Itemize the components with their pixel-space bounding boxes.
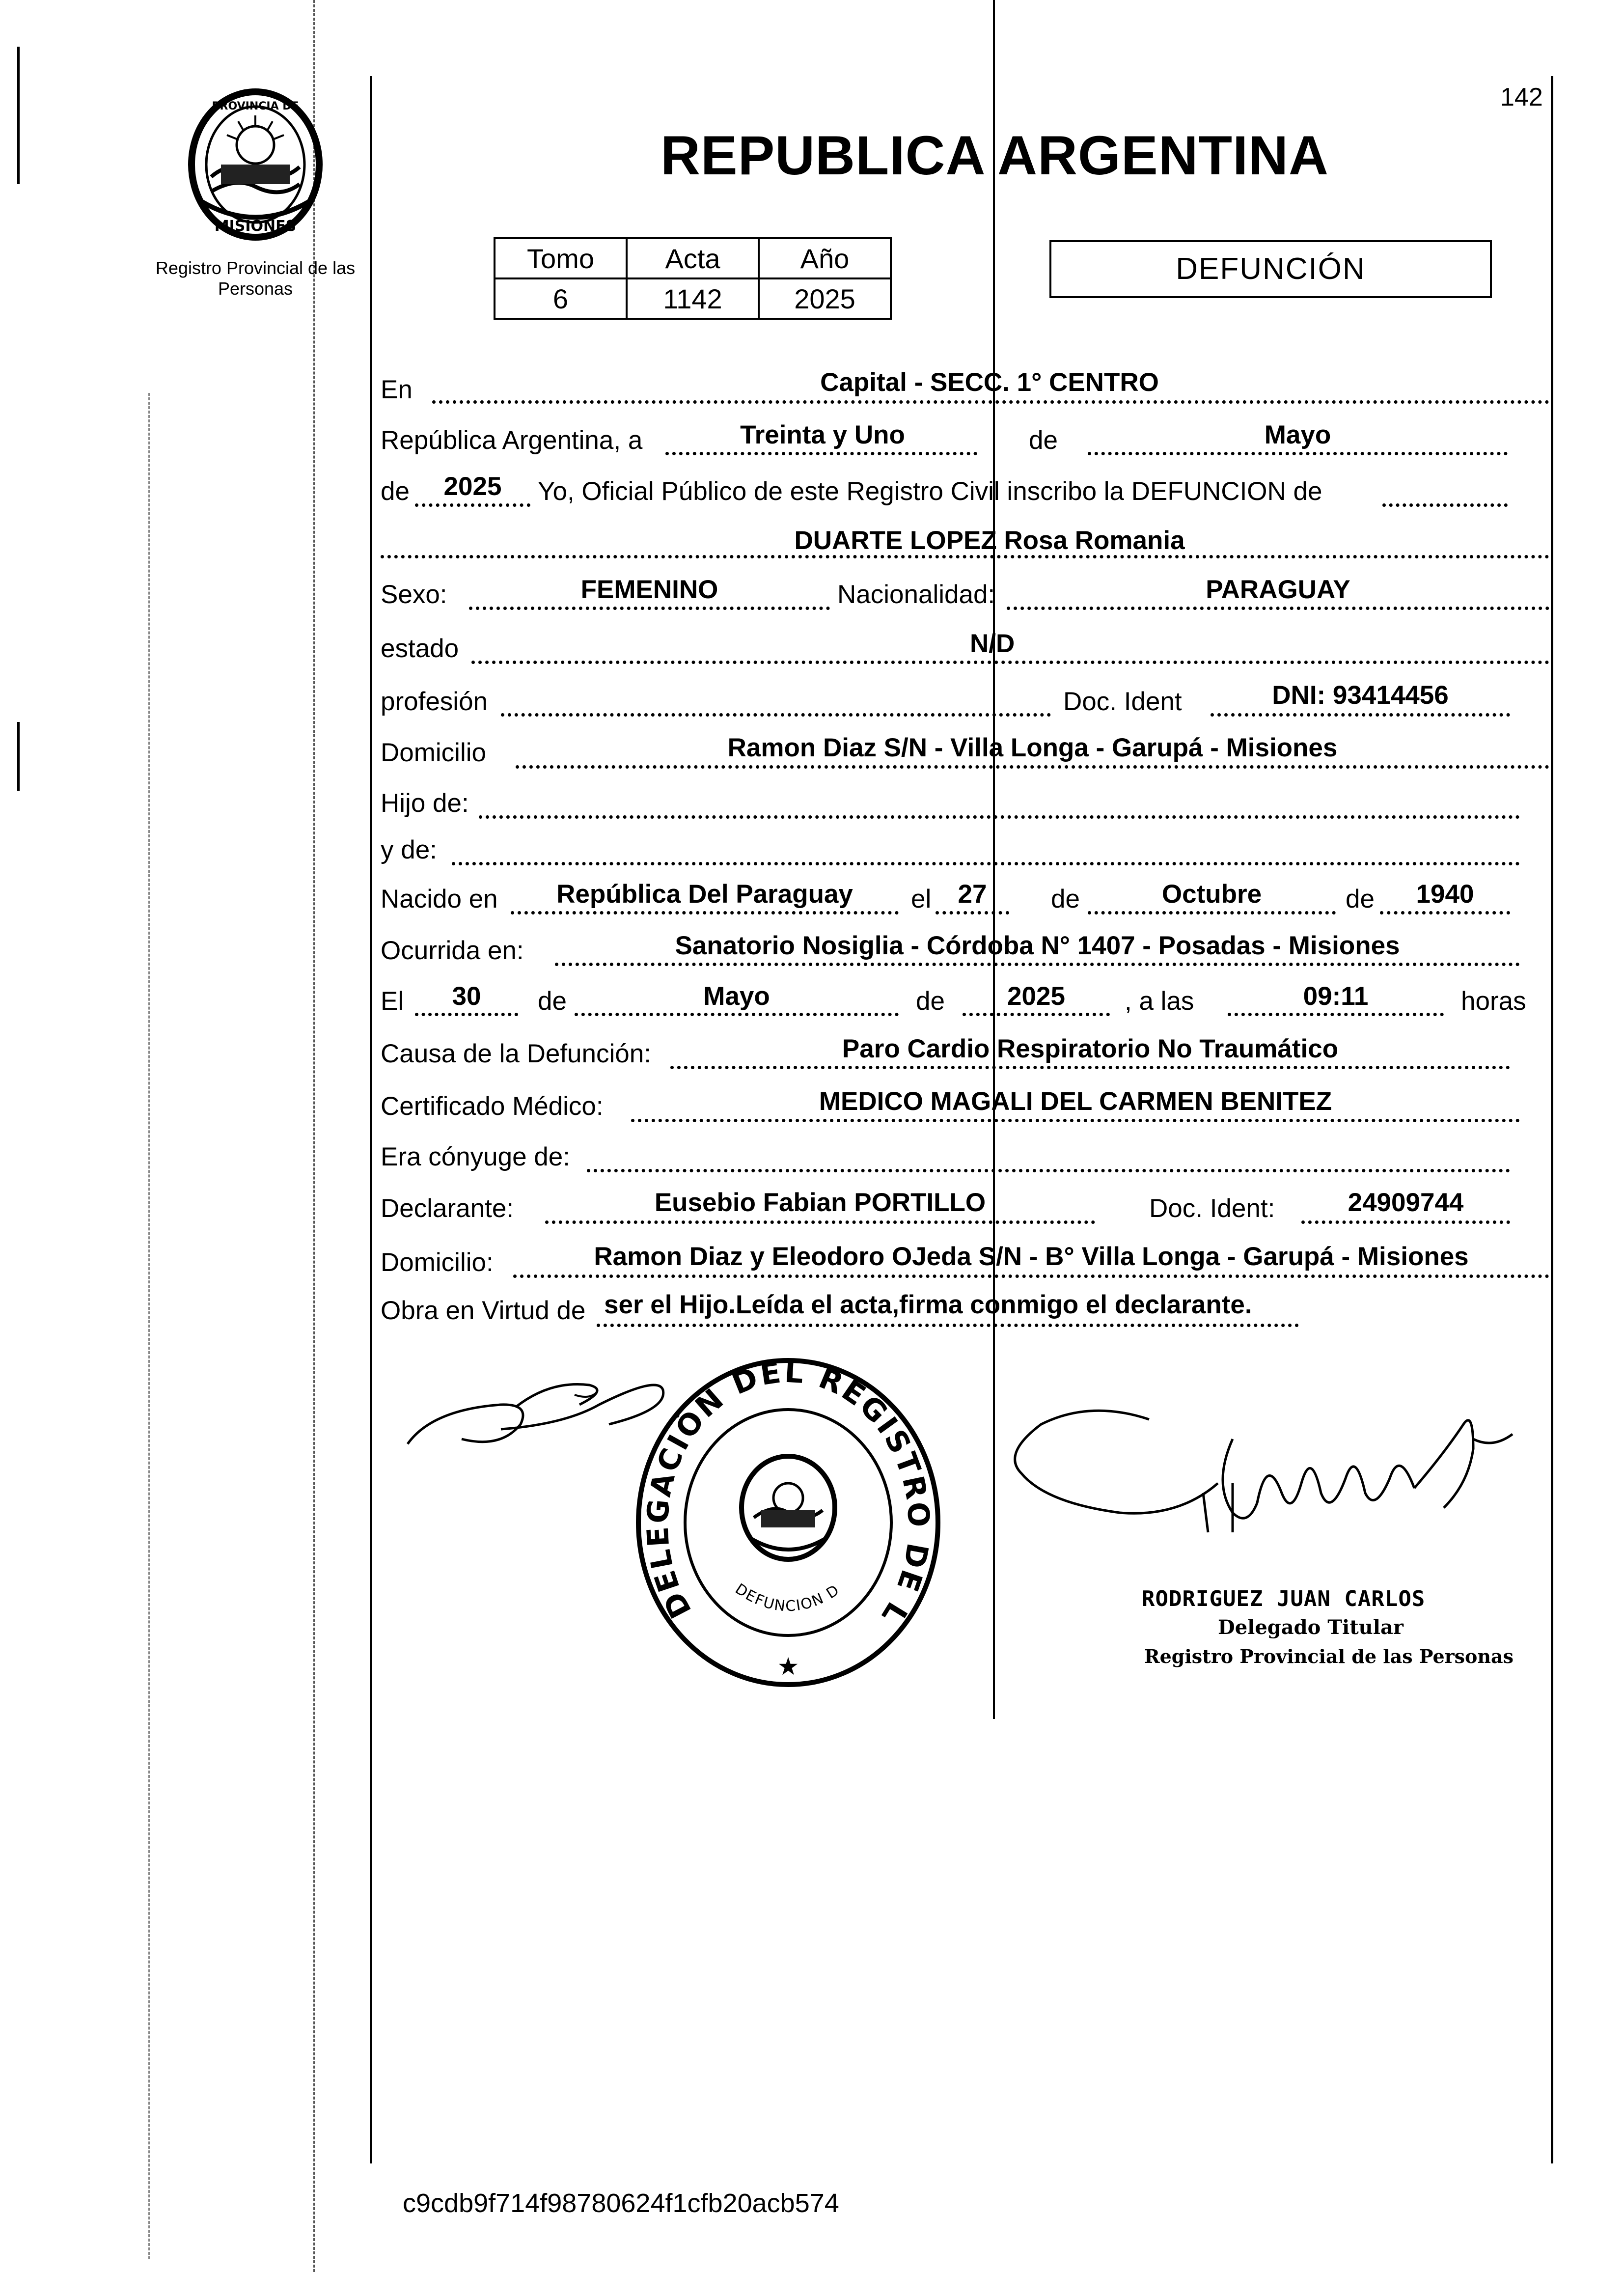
birth-year: 1940 (1416, 880, 1474, 909)
birth-month: Octubre (1161, 880, 1262, 909)
doc-ident-value: DNI: 93414456 (1272, 681, 1449, 710)
dotted-line (1380, 911, 1510, 914)
dotted-line (1228, 1013, 1444, 1016)
page-title: REPUBLICA ARGENTINA (661, 125, 1329, 186)
dotted-line (415, 1013, 518, 1016)
year-prefix: de (381, 477, 410, 506)
dotted-line (1382, 503, 1508, 507)
ocurrida-label: Ocurrida en: (381, 936, 524, 965)
dotted-line (963, 1013, 1110, 1016)
death-de2-label: de (916, 987, 945, 1016)
dotted-line (469, 607, 830, 610)
month: Mayo (1264, 420, 1331, 449)
yde-label: y de: (381, 835, 437, 864)
domicilio2-value: Ramon Diaz y Eleodoro OJeda S/N - B° Villa Longa - Garupá - Misiones (594, 1242, 1469, 1271)
registry-label: Registro Provincial de las Personas (155, 258, 356, 299)
nacido-label: Nacido en (381, 885, 498, 914)
ocurrida-value: Sanatorio Nosiglia - Córdoba N° 1407 - Posadas - Misiones (675, 931, 1400, 960)
dotted-line (665, 452, 977, 455)
right-margin-line (1551, 76, 1553, 2163)
day-words: Treinta y Uno (740, 420, 905, 449)
dotted-line (670, 1066, 1510, 1069)
death-year: 2025 (1007, 982, 1065, 1011)
document-type-box: DEFUNCIÓN (1049, 240, 1492, 298)
scan-edge-mark-2 (17, 722, 20, 791)
officer-name: RODRIGUEZ JUAN CARLOS (1142, 1586, 1426, 1611)
declarante-value: Eusebio Fabian PORTILLO (654, 1188, 986, 1217)
dotted-line (513, 1275, 1549, 1278)
causa-label: Causa de la Defunción: (381, 1039, 651, 1068)
record-table (494, 237, 892, 320)
hijo-label: Hijo de: (381, 789, 469, 818)
en-value: Capital - SECC. 1° CENTRO (820, 368, 1159, 397)
dotted-line (415, 503, 530, 507)
estado-value: N/D (970, 629, 1015, 658)
inscribe-text: Yo, Oficial Público de este Registro Civil inscribo la DEFUNCION de (538, 477, 1322, 506)
obra-label: Obra en Virtud de (381, 1296, 586, 1325)
republica-label: República Argentina, a (381, 426, 643, 455)
province-emblem (182, 86, 329, 243)
nacionalidad-label: Nacionalidad: (837, 580, 995, 609)
sexo-value: FEMENINO (580, 575, 718, 604)
scan-edge-mark (17, 47, 20, 184)
death-month: Mayo (703, 982, 770, 1011)
el-label: el (911, 885, 932, 914)
horas-label: horas (1461, 987, 1526, 1016)
dotted-line (1088, 911, 1336, 914)
binding-guide-line (313, 0, 315, 2272)
domicilio-label: Domicilio (381, 738, 486, 767)
year: 2025 (443, 472, 502, 501)
de-label: de (1029, 426, 1058, 455)
estado-label: estado (381, 634, 459, 663)
death-time: 09:11 (1303, 982, 1369, 1011)
dotted-line (545, 1220, 1095, 1224)
dotted-line (432, 400, 1549, 404)
nacido-value: República Del Paraguay (556, 880, 853, 909)
alas-label: , a las (1125, 987, 1194, 1016)
table-value-anio: 2025 (759, 278, 891, 319)
dotted-line (555, 963, 1520, 966)
birth-day: 27 (958, 880, 987, 909)
dotted-line (587, 1169, 1510, 1172)
svg-text:DELEGACIÓN DEL REGISTRO DE LAS (633, 1356, 936, 1632)
official-seal (633, 1356, 943, 1690)
table-header-tomo: Tomo (495, 238, 627, 278)
seal-star: ★ (777, 1652, 799, 1681)
dotted-line (1301, 1220, 1510, 1224)
el2-label: El (381, 987, 404, 1016)
dotted-line (471, 661, 1549, 664)
left-margin-line (370, 76, 372, 2163)
table-value-tomo: 6 (495, 278, 627, 319)
dotted-line (479, 815, 1520, 819)
birth-de2-label: de (1346, 885, 1375, 914)
nacionalidad-value: PARAGUAY (1206, 575, 1350, 604)
profesion-label: profesión (381, 687, 488, 716)
dotted-line (575, 1013, 899, 1016)
death-de1-label: de (538, 987, 567, 1016)
dotted-line (631, 1119, 1520, 1122)
dotted-line (511, 911, 899, 914)
deceased-name: DUARTE LOPEZ Rosa Romania (794, 526, 1185, 555)
page-number: 142 (1500, 83, 1543, 111)
seal-ring-text: DELEGACIÓN DEL REGISTRO DE L (640, 1356, 936, 1632)
doc-ident-label: Doc. Ident (1063, 687, 1182, 716)
doc-ident2-value: 24909744 (1348, 1188, 1464, 1217)
center-fold-line (993, 0, 995, 1719)
dotted-line (501, 713, 1051, 717)
officer-signature (1002, 1395, 1532, 1601)
svg-text:MISIONES: MISIONES (214, 218, 297, 235)
dotted-line (1007, 607, 1549, 610)
table-header-acta: Acta (627, 238, 759, 278)
seal-inner-text: DEFUNCION D (732, 1580, 843, 1615)
certificado-value: MEDICO MAGALI DEL CARMEN BENITEZ (819, 1087, 1332, 1116)
doc-ident2-label: Doc. Ident: (1149, 1194, 1275, 1223)
dotted-line (936, 911, 1009, 914)
table-header-anio: Año (759, 238, 891, 278)
binding-guide-line-2 (148, 393, 150, 2259)
dotted-line (597, 1324, 1299, 1327)
svg-text:PROVINCIA DE: PROVINCIA DE (212, 100, 299, 112)
obra-value: ser el Hijo.Leída el acta,firma conmigo el declarante. (604, 1290, 1252, 1319)
declarante-label: Declarante: (381, 1194, 514, 1223)
dotted-line (1088, 452, 1508, 455)
officer-title: Delegado Titular (1218, 1616, 1404, 1639)
table-value-acta: 1142 (627, 278, 759, 319)
dotted-line (381, 555, 1549, 558)
causa-value: Paro Cardio Respiratorio No Traumático (842, 1034, 1339, 1063)
conyuge-label: Era cónyuge de: (381, 1142, 570, 1171)
dotted-line (516, 765, 1549, 769)
officer-office: Registro Provincial de las Personas (1144, 1645, 1514, 1667)
death-day: 30 (452, 982, 481, 1011)
document-hash: c9cdb9f714f98780624f1cfb20acb574 (403, 2189, 839, 2218)
certificado-label: Certificado Médico: (381, 1092, 604, 1121)
domicilio2-label: Domicilio: (381, 1248, 494, 1277)
domicilio-value: Ramon Diaz S/N - Villa Longa - Garupá - Misiones (727, 733, 1338, 762)
dotted-line (1211, 713, 1510, 717)
en-label: En (381, 375, 413, 404)
sexo-label: Sexo: (381, 580, 447, 609)
dotted-line (452, 862, 1520, 865)
birth-de1-label: de (1051, 885, 1080, 914)
